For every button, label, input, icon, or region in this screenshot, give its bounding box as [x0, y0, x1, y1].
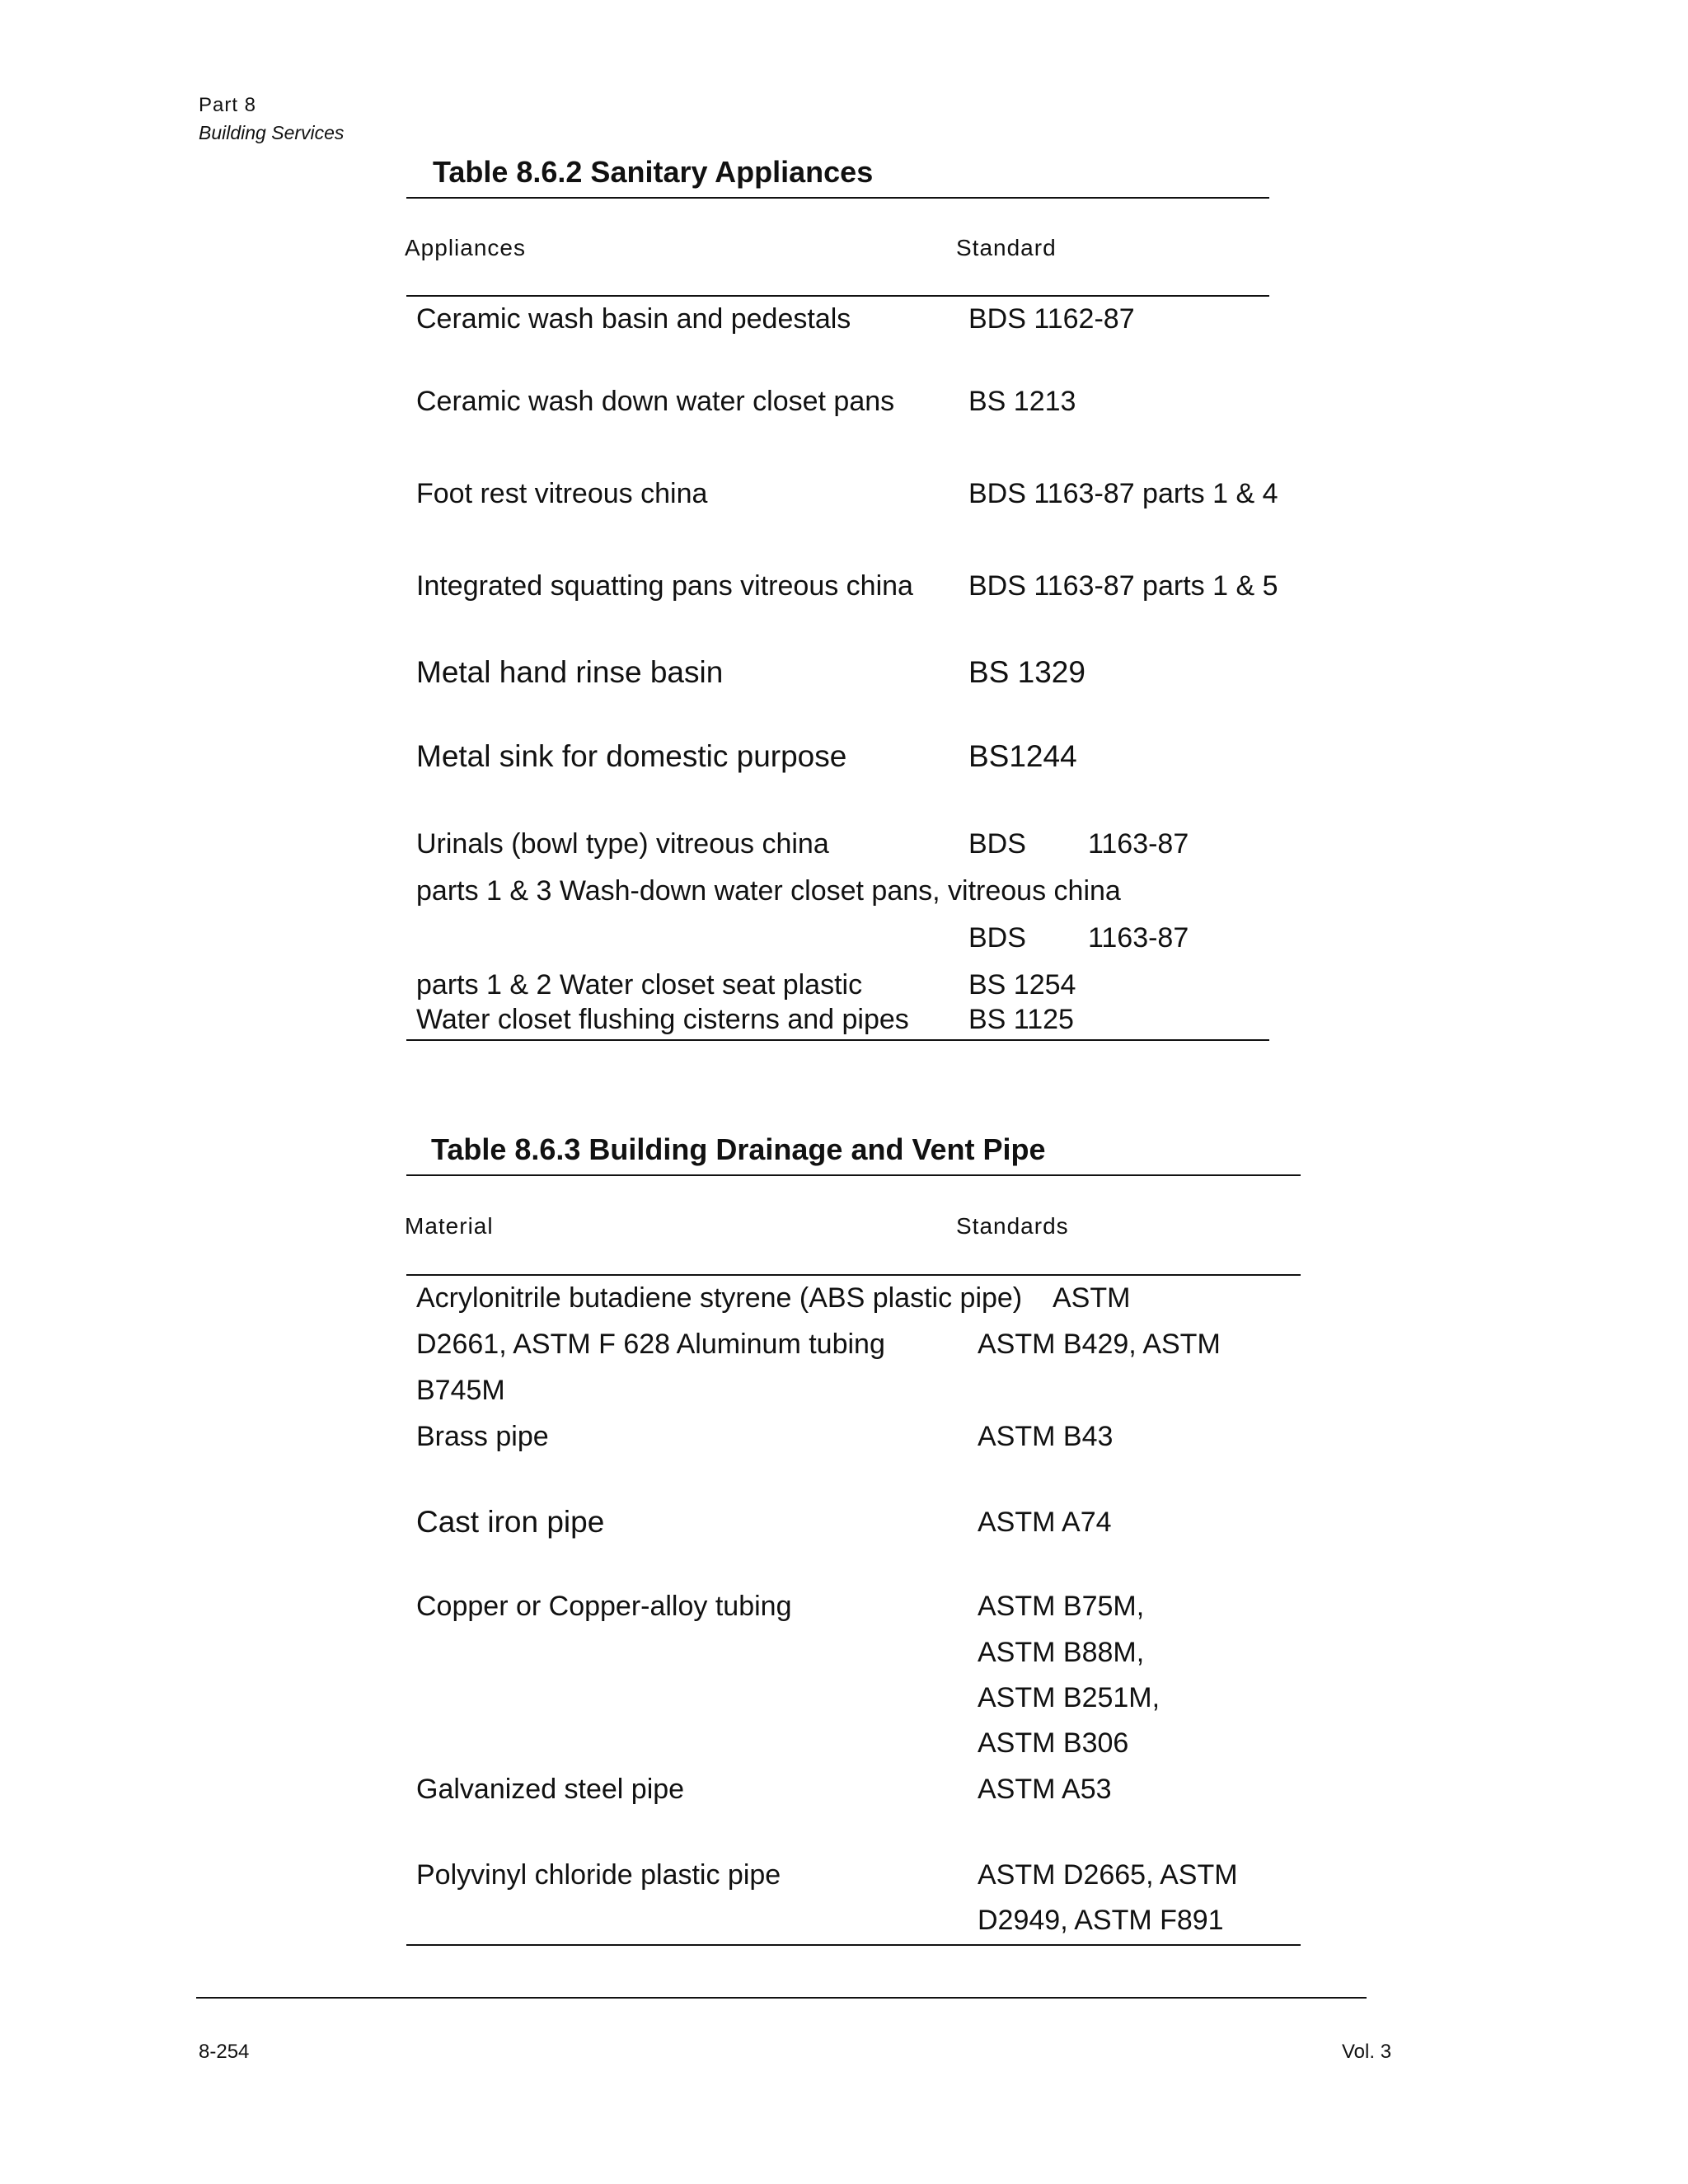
table-862-bottom-rule [406, 1039, 1269, 1041]
table-row-appliance: Urinals (bowl type) vitreous china [416, 828, 829, 860]
table-row-standards: ASTM [1053, 1282, 1131, 1314]
table-row-standards: ASTM B429, ASTM [978, 1329, 1221, 1360]
table-row-wrapped-text: parts 1 & 3 Wash-down water closet pans, vitreous china [416, 875, 1121, 907]
table-row-material: Galvanized steel pipe [416, 1774, 685, 1805]
table-863-header-rule [406, 1274, 1301, 1276]
volume-label: Vol. 3 [1342, 2041, 1392, 2063]
table-row-material: B745M [416, 1375, 505, 1406]
table-862-title: Table 8.6.2 Sanitary Appliances [433, 155, 874, 189]
part-label: Part 8 [199, 94, 257, 116]
table-row-standards: ASTM B43 [978, 1421, 1114, 1452]
table-row-appliance: Foot rest vitreous china [416, 478, 708, 509]
table-row-appliance: Metal sink for domestic purpose [416, 739, 847, 773]
table-row-appliance: Ceramic wash down water closet pans [416, 386, 895, 417]
footer-rule [196, 1997, 1367, 1999]
table-row-appliance: Metal hand rinse basin [416, 655, 724, 689]
table-row-standard: BS1244 [968, 739, 1077, 773]
table-row-standard: BDS [968, 828, 1026, 860]
table-862-col-appliances: Appliances [405, 235, 526, 260]
table-row-standards: ASTM B306 [978, 1727, 1129, 1759]
table-row-standards: D2949, ASTM F891 [978, 1905, 1224, 1936]
table-row-standards: ASTM A74 [978, 1507, 1112, 1538]
table-row-standard: BDS 1163-87 parts 1 & 4 [968, 478, 1278, 509]
table-row-standard: BS 1254 [968, 969, 1076, 1001]
table-862-header-rule [406, 295, 1269, 297]
table-row-standards: ASTM B88M, [978, 1637, 1145, 1668]
table-row-standards: ASTM B251M, [978, 1682, 1160, 1713]
section-subtitle: Building Services [199, 122, 345, 143]
table-row-standards: ASTM A53 [978, 1774, 1112, 1805]
table-row-appliance: Water closet flushing cisterns and pipes [416, 1004, 909, 1035]
table-863-top-rule [406, 1174, 1301, 1176]
table-row-appliance: Ceramic wash basin and pedestals [416, 303, 851, 335]
table-863-col-standards: Standards [956, 1213, 1069, 1239]
table-row-material: Acrylonitrile butadiene styrene (ABS plastic pipe) [416, 1282, 1023, 1314]
table-862-col-standard: Standard [956, 235, 1057, 260]
table-row-appliance: parts 1 & 2 Water closet seat plastic [416, 969, 863, 1001]
table-row-standard: BDS [968, 922, 1026, 954]
table-row-material: Cast iron pipe [416, 1505, 605, 1539]
table-row-standards: ASTM B75M, [978, 1591, 1145, 1622]
table-row-standard: 1163-87 [1088, 828, 1189, 860]
table-row-standard: 1163-87 [1088, 922, 1189, 954]
table-row-standard: BS 1213 [968, 386, 1076, 417]
table-row-standard: BS 1329 [968, 655, 1085, 689]
table-row-standard: BDS 1162-87 [968, 303, 1135, 335]
table-863-bottom-rule [406, 1944, 1301, 1946]
table-862-top-rule [406, 197, 1269, 199]
table-row-standards: ASTM D2665, ASTM [978, 1859, 1238, 1891]
table-863-title: Table 8.6.3 Building Drainage and Vent Pipe [431, 1132, 1046, 1166]
table-row-material: Polyvinyl chloride plastic pipe [416, 1859, 781, 1891]
page-number: 8-254 [199, 2041, 250, 2063]
table-row-standard: BS 1125 [968, 1004, 1074, 1035]
table-row-standard: BDS 1163-87 parts 1 & 5 [968, 570, 1278, 602]
table-863-col-material: Material [405, 1213, 494, 1239]
table-row-material: Copper or Copper-alloy tubing [416, 1591, 792, 1622]
table-row-material: D2661, ASTM F 628 Aluminum tubing [416, 1329, 885, 1360]
table-row-material: Brass pipe [416, 1421, 549, 1452]
table-row-appliance: Integrated squatting pans vitreous china [416, 570, 913, 602]
